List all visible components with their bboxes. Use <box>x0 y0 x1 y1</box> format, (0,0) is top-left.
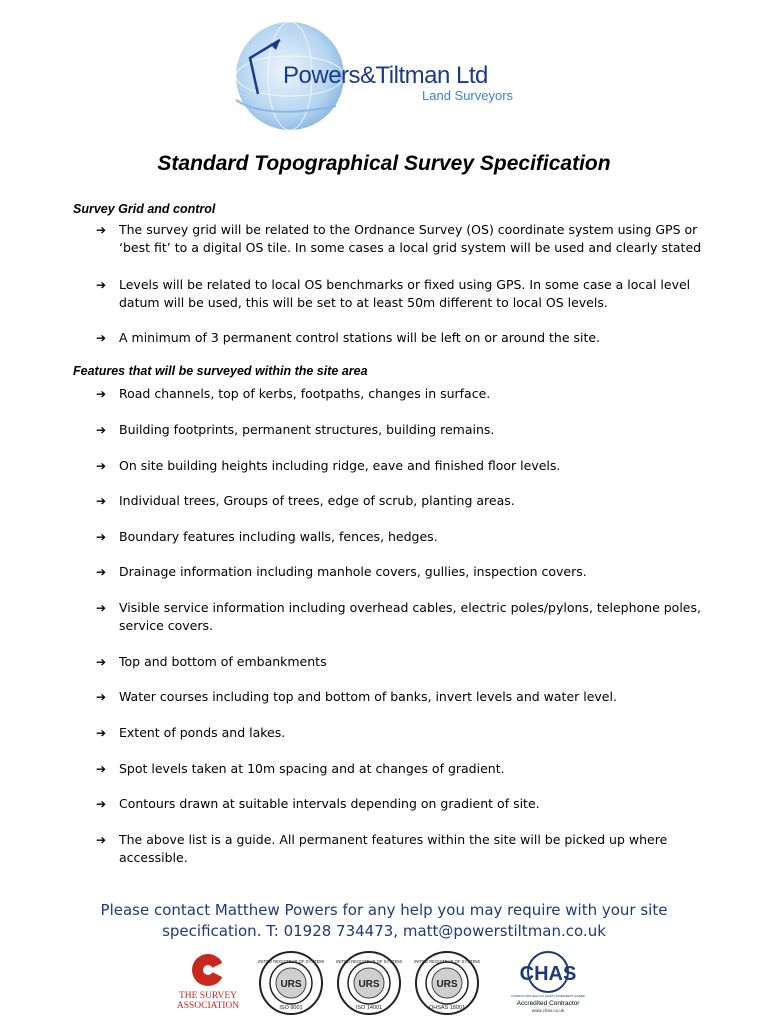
bullet-arrow-icon: ➔ <box>96 423 107 437</box>
company-name: Powers&Tiltman Ltd <box>283 62 488 89</box>
list-item <box>96 795 706 813</box>
list-item-text: The above list is a guide. All permanent features within the site will be picked up where accessible. <box>119 832 668 865</box>
list-item <box>96 457 706 475</box>
chas-web: www.chas.co.uk <box>531 1008 565 1013</box>
chas-caption: Accredited Contractor <box>516 1000 580 1007</box>
bullet-arrow-icon: ➔ <box>96 223 107 237</box>
list-item-text: A minimum of 3 permanent control stations will be left on or around the site. <box>119 330 601 345</box>
urs-iso9001-badge <box>258 950 324 1016</box>
urs-badge-bottom: ISO 9001 <box>279 1005 303 1011</box>
chas-logo <box>508 950 588 1016</box>
urs-badge-icon <box>258 950 324 1016</box>
urs-badge-bottom: OHSAS 18001 <box>428 1005 466 1011</box>
list-item-text: Extent of ponds and lakes. <box>119 725 286 740</box>
urs-badge-center: URS <box>280 979 302 990</box>
bullet-arrow-icon: ➔ <box>96 278 107 292</box>
list-item <box>96 276 706 312</box>
urs-iso14001-badge <box>336 950 402 1016</box>
list-item <box>96 329 706 347</box>
chas-small-text: CONTRACTORS HEALTH & SAFETY ASSESSMENT SCHEME <box>510 995 586 998</box>
bullet-arrow-icon: ➔ <box>96 655 107 669</box>
urs-badge-icon <box>414 950 480 1016</box>
list-item-text: On site building heights including ridge, eave and finished floor levels. <box>119 458 561 473</box>
chas-icon <box>508 950 588 1016</box>
bullet-arrow-icon: ➔ <box>96 331 107 345</box>
list-item <box>96 492 706 510</box>
list-item-text: Visible service information including overhead cables, electric poles/pylons, telephone poles, service covers. <box>119 600 701 633</box>
list-item <box>96 421 706 439</box>
list-item <box>96 599 706 635</box>
list-item-text: Water courses including top and bottom of banks, invert levels and water level. <box>119 689 617 704</box>
list-item <box>96 724 706 742</box>
bullet-arrow-icon: ➔ <box>96 833 107 847</box>
urs-ohsas18001-badge <box>414 950 480 1016</box>
document-title: Standard Topographical Survey Specification <box>157 152 611 175</box>
bullet-arrow-icon: ➔ <box>96 530 107 544</box>
section-heading-survey-grid: Survey Grid and control <box>73 202 216 216</box>
company-tagline: Land Surveyors <box>422 88 514 103</box>
bullet-arrow-icon: ➔ <box>96 565 107 579</box>
list-item-text: Spot levels taken at 10m spacing and at changes of gradient. <box>119 761 505 776</box>
survey-association-line1: THE SURVEY <box>178 991 238 1001</box>
list-item-text: Boundary features including walls, fences, hedges. <box>119 529 438 544</box>
list-item-text: Building footprints, permanent structures, building remains. <box>119 422 495 437</box>
list-item-text: The survey grid will be related to the Ordnance Survey (OS) coordinate system using GPS or ‘best fit’ to a digital OS tile. In some cases a local grid system will be used and clearly stated <box>119 222 702 255</box>
list-item <box>96 653 706 671</box>
list-item <box>96 528 706 546</box>
bullet-arrow-icon: ➔ <box>96 459 107 473</box>
contact-info <box>0 900 768 942</box>
list-item <box>96 563 706 581</box>
list-item-text: Drainage information including manhole covers, gullies, inspection covers. <box>119 564 587 579</box>
contact-line-2: specification. T: 01928 734473, matt@powerstiltman.co.uk <box>162 922 606 940</box>
urs-badge-center: URS <box>436 979 458 990</box>
list-item-text: Levels will be related to local OS benchmarks or fixed using GPS. In some case a local level datum will be used, this will be set to at least 50m different to local OS levels. <box>119 277 691 310</box>
survey-association-line2: ASSOCIATION <box>176 1001 240 1011</box>
survey-association-logo <box>168 950 248 1012</box>
list-item-text: Contours drawn at suitable intervals depending on gradient of site. <box>119 796 540 811</box>
contact-line-1: Please contact Matthew Powers for any help you may require with your site <box>100 901 668 919</box>
bullet-arrow-icon: ➔ <box>96 387 107 401</box>
section-heading-features: Features that will be surveyed within the site area <box>73 364 368 378</box>
urs-badge-bottom: ISO 14001 <box>355 1005 383 1011</box>
list-item <box>96 831 706 867</box>
survey-association-icon <box>168 950 248 1012</box>
bullet-arrow-icon: ➔ <box>96 601 107 615</box>
urs-badge-ring: UNITED REGISTRAR OF SYSTEMS <box>336 959 402 964</box>
list-item-text: Individual trees, Groups of trees, edge of scrub, planting areas. <box>119 493 515 508</box>
urs-badge-icon <box>336 950 402 1016</box>
bullet-arrow-icon: ➔ <box>96 726 107 740</box>
bullet-arrow-icon: ➔ <box>96 797 107 811</box>
list-item <box>96 688 706 706</box>
chas-wordmark: CHAS <box>519 963 577 985</box>
list-item <box>96 760 706 778</box>
bullet-arrow-icon: ➔ <box>96 762 107 776</box>
company-logo <box>226 20 546 132</box>
urs-badge-ring: UNITED REGISTRAR OF SYSTEMS <box>414 959 480 964</box>
list-item <box>96 221 706 257</box>
urs-badge-center: URS <box>358 979 380 990</box>
list-item-text: Road channels, top of kerbs, footpaths, changes in surface. <box>119 386 491 401</box>
urs-badge-ring: UNITED REGISTRAR OF SYSTEMS <box>258 959 324 964</box>
bullet-arrow-icon: ➔ <box>96 690 107 704</box>
list-item-text: Top and bottom of embankments <box>119 654 327 669</box>
list-item <box>96 385 706 403</box>
bullet-arrow-icon: ➔ <box>96 494 107 508</box>
